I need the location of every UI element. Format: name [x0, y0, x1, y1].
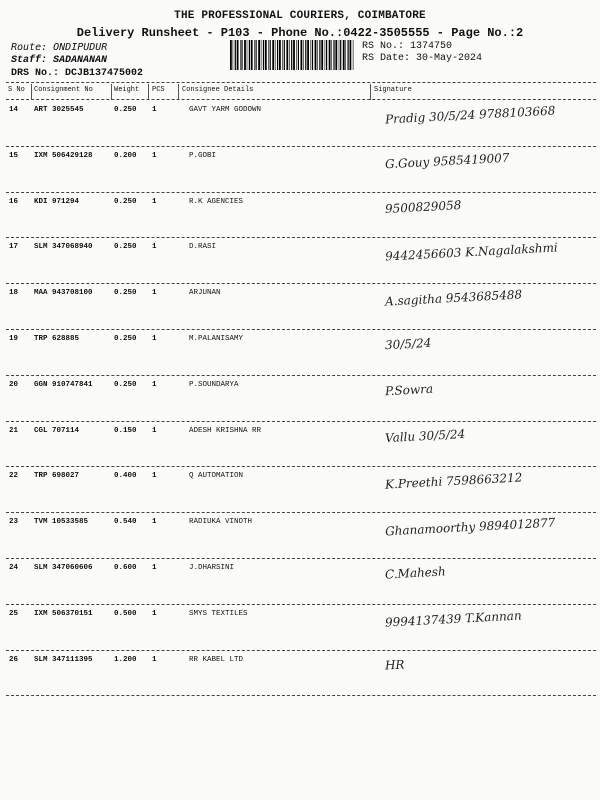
table-row [6, 427, 596, 447]
route-label: Route: ONDIPUDUR [11, 42, 108, 53]
consignment-cell: SLM 347068940 [34, 243, 93, 252]
col-divider [148, 84, 149, 100]
pcs-cell: 1 [152, 426, 157, 435]
pcs-cell: 1 [152, 380, 157, 389]
row-separator [6, 329, 596, 330]
consignment-cell: SLM 347111395 [34, 655, 93, 664]
col-sno-header: S No [8, 86, 25, 94]
weight-cell: 1.200 [114, 655, 137, 664]
col-pcs-header: PCS [152, 86, 165, 94]
handwritten-signature: Pradig 30/5/24 9788103668 [384, 103, 556, 127]
sno-cell: 24 [9, 564, 19, 572]
weight-cell: 0.600 [114, 564, 137, 572]
weight-cell: 0.200 [114, 151, 137, 160]
consignee-cell: R.K AGENCIES [189, 197, 244, 206]
handwritten-signature: A.sagitha 9543685488 [384, 287, 523, 309]
consignment-cell: MAA 943708100 [34, 289, 93, 298]
handwritten-signature: 30/5/24 [384, 335, 432, 353]
weight-cell: 0.250 [114, 335, 137, 343]
consignee-cell: ADESH KRISHNA RR [189, 426, 262, 435]
col-consignment-header: Consignment No [34, 86, 93, 94]
consignee-cell: P.SOUNDARYA [189, 380, 239, 389]
weight-cell: 0.250 [114, 106, 137, 114]
sno-cell: 25 [9, 609, 19, 618]
row-separator [6, 283, 596, 284]
handwritten-signature: Ghanamoorthy 9894012877 [384, 515, 556, 539]
sno-cell: 17 [9, 243, 19, 252]
consignee-cell: Q AUTOMATION [189, 472, 244, 481]
weight-cell: 0.250 [114, 243, 137, 252]
handwritten-signature: 9500829058 [384, 197, 462, 216]
consignee-cell: ARJUNAN [189, 289, 221, 298]
header-top-rule [6, 82, 596, 83]
col-divider [370, 84, 371, 100]
consignment-cell: TRP 628885 [34, 335, 80, 343]
consignee-cell: GAVT YARM GODOWN [189, 106, 262, 114]
row-separator [6, 466, 596, 467]
row-separator [6, 237, 596, 238]
pcs-cell: 1 [152, 655, 157, 664]
handwritten-signature: Vallu 30/5/24 [384, 426, 466, 445]
row-separator [6, 558, 596, 559]
consignee-cell: D.RASI [189, 243, 217, 252]
weight-cell: 0.250 [114, 197, 137, 206]
consignment-cell: IXM 506370151 [34, 609, 93, 618]
table-row [6, 564, 596, 584]
consignment-cell: TRP 698027 [34, 472, 80, 481]
col-divider [178, 84, 179, 100]
header-bottom-rule [6, 99, 596, 100]
sno-cell: 19 [9, 335, 19, 343]
sno-cell: 26 [9, 655, 19, 664]
row-separator [6, 421, 596, 422]
rs-number: RS No.: 1374750 [362, 41, 453, 52]
row-separator [6, 650, 596, 651]
row-separator [6, 512, 596, 513]
table-row [6, 198, 596, 218]
pcs-cell: 1 [152, 564, 157, 572]
pcs-cell: 1 [152, 151, 157, 160]
sno-cell: 23 [9, 518, 19, 527]
handwritten-signature: C.Mahesh [384, 564, 447, 582]
handwritten-signature: 9994137439 T.Kannan [384, 608, 522, 630]
consignee-cell: J.DHARSINI [189, 564, 235, 572]
consignment-cell: TVM 10533585 [34, 518, 89, 527]
sno-cell: 16 [9, 197, 19, 206]
consignee-cell: RADIUKA VINOTH [189, 518, 253, 527]
table-row [6, 656, 596, 676]
consignee-cell: SMYS TEXTILES [189, 609, 248, 618]
sno-cell: 20 [9, 380, 19, 389]
table-row [6, 335, 596, 355]
consignment-cell: KDI 971294 [34, 197, 80, 206]
col-signature-header: Signature [374, 86, 412, 94]
col-divider [111, 84, 112, 100]
consignee-cell: M.PALANISAMY [189, 335, 244, 343]
rs-date: RS Date: 30-May-2024 [362, 53, 483, 64]
weight-cell: 0.150 [114, 426, 137, 435]
consignment-cell: ART 3025545 [34, 106, 84, 114]
handwritten-signature: P.Sowra [384, 381, 434, 399]
weight-cell: 0.500 [114, 609, 137, 618]
row-separator [6, 604, 596, 605]
consignment-cell: CGL 707114 [34, 426, 80, 435]
row-separator [6, 146, 596, 147]
sno-cell: 21 [9, 426, 19, 435]
table-row [6, 381, 596, 401]
staff-label: Staff: SADANANAN [11, 55, 108, 66]
sno-cell: 15 [9, 151, 19, 160]
row-separator [6, 695, 596, 696]
weight-cell: 0.540 [114, 518, 137, 527]
pcs-cell: 1 [152, 335, 157, 343]
weight-cell: 0.250 [114, 289, 137, 298]
row-separator [6, 375, 596, 376]
weight-cell: 0.400 [114, 472, 137, 481]
sno-cell: 18 [9, 289, 19, 298]
handwritten-signature: 9442456603 K.Nagalakshmi [384, 240, 559, 264]
col-consignee-header: Consignee Details [182, 86, 254, 94]
pcs-cell: 1 [152, 243, 157, 252]
row-separator [6, 192, 596, 193]
handwritten-signature: HR [384, 657, 405, 673]
barcode-image [230, 40, 355, 70]
consignment-cell: GGN 910747841 [34, 380, 93, 389]
drs-number: DRS No.: DCJB137475002 [11, 68, 144, 79]
company-title: THE PROFESSIONAL COURIERS, COIMBATORE [174, 10, 426, 22]
consignment-cell: SLM 347060606 [34, 564, 93, 572]
table-header [6, 86, 596, 97]
consignee-cell: P.GOBI [189, 151, 217, 160]
pcs-cell: 1 [152, 197, 157, 206]
sno-cell: 14 [9, 106, 19, 114]
consignee-cell: RR KABEL LTD [189, 655, 244, 664]
pcs-cell: 1 [152, 518, 157, 527]
col-weight-header: Weight [114, 86, 140, 94]
pcs-cell: 1 [152, 472, 157, 481]
sno-cell: 22 [9, 472, 19, 481]
col-divider [31, 84, 32, 100]
pcs-cell: 1 [152, 609, 157, 618]
runsheet-subtitle: Delivery Runsheet - P103 - Phone No.:0422-3505555 - Page No.:2 [76, 26, 524, 40]
consignment-cell: IXM 506429128 [34, 151, 93, 160]
handwritten-signature: G.Gouy 9585419007 [384, 150, 510, 172]
weight-cell: 0.250 [114, 380, 137, 389]
pcs-cell: 1 [152, 289, 157, 298]
handwritten-signature: K.Preethi 7598663212 [384, 470, 523, 492]
pcs-cell: 1 [152, 106, 157, 114]
